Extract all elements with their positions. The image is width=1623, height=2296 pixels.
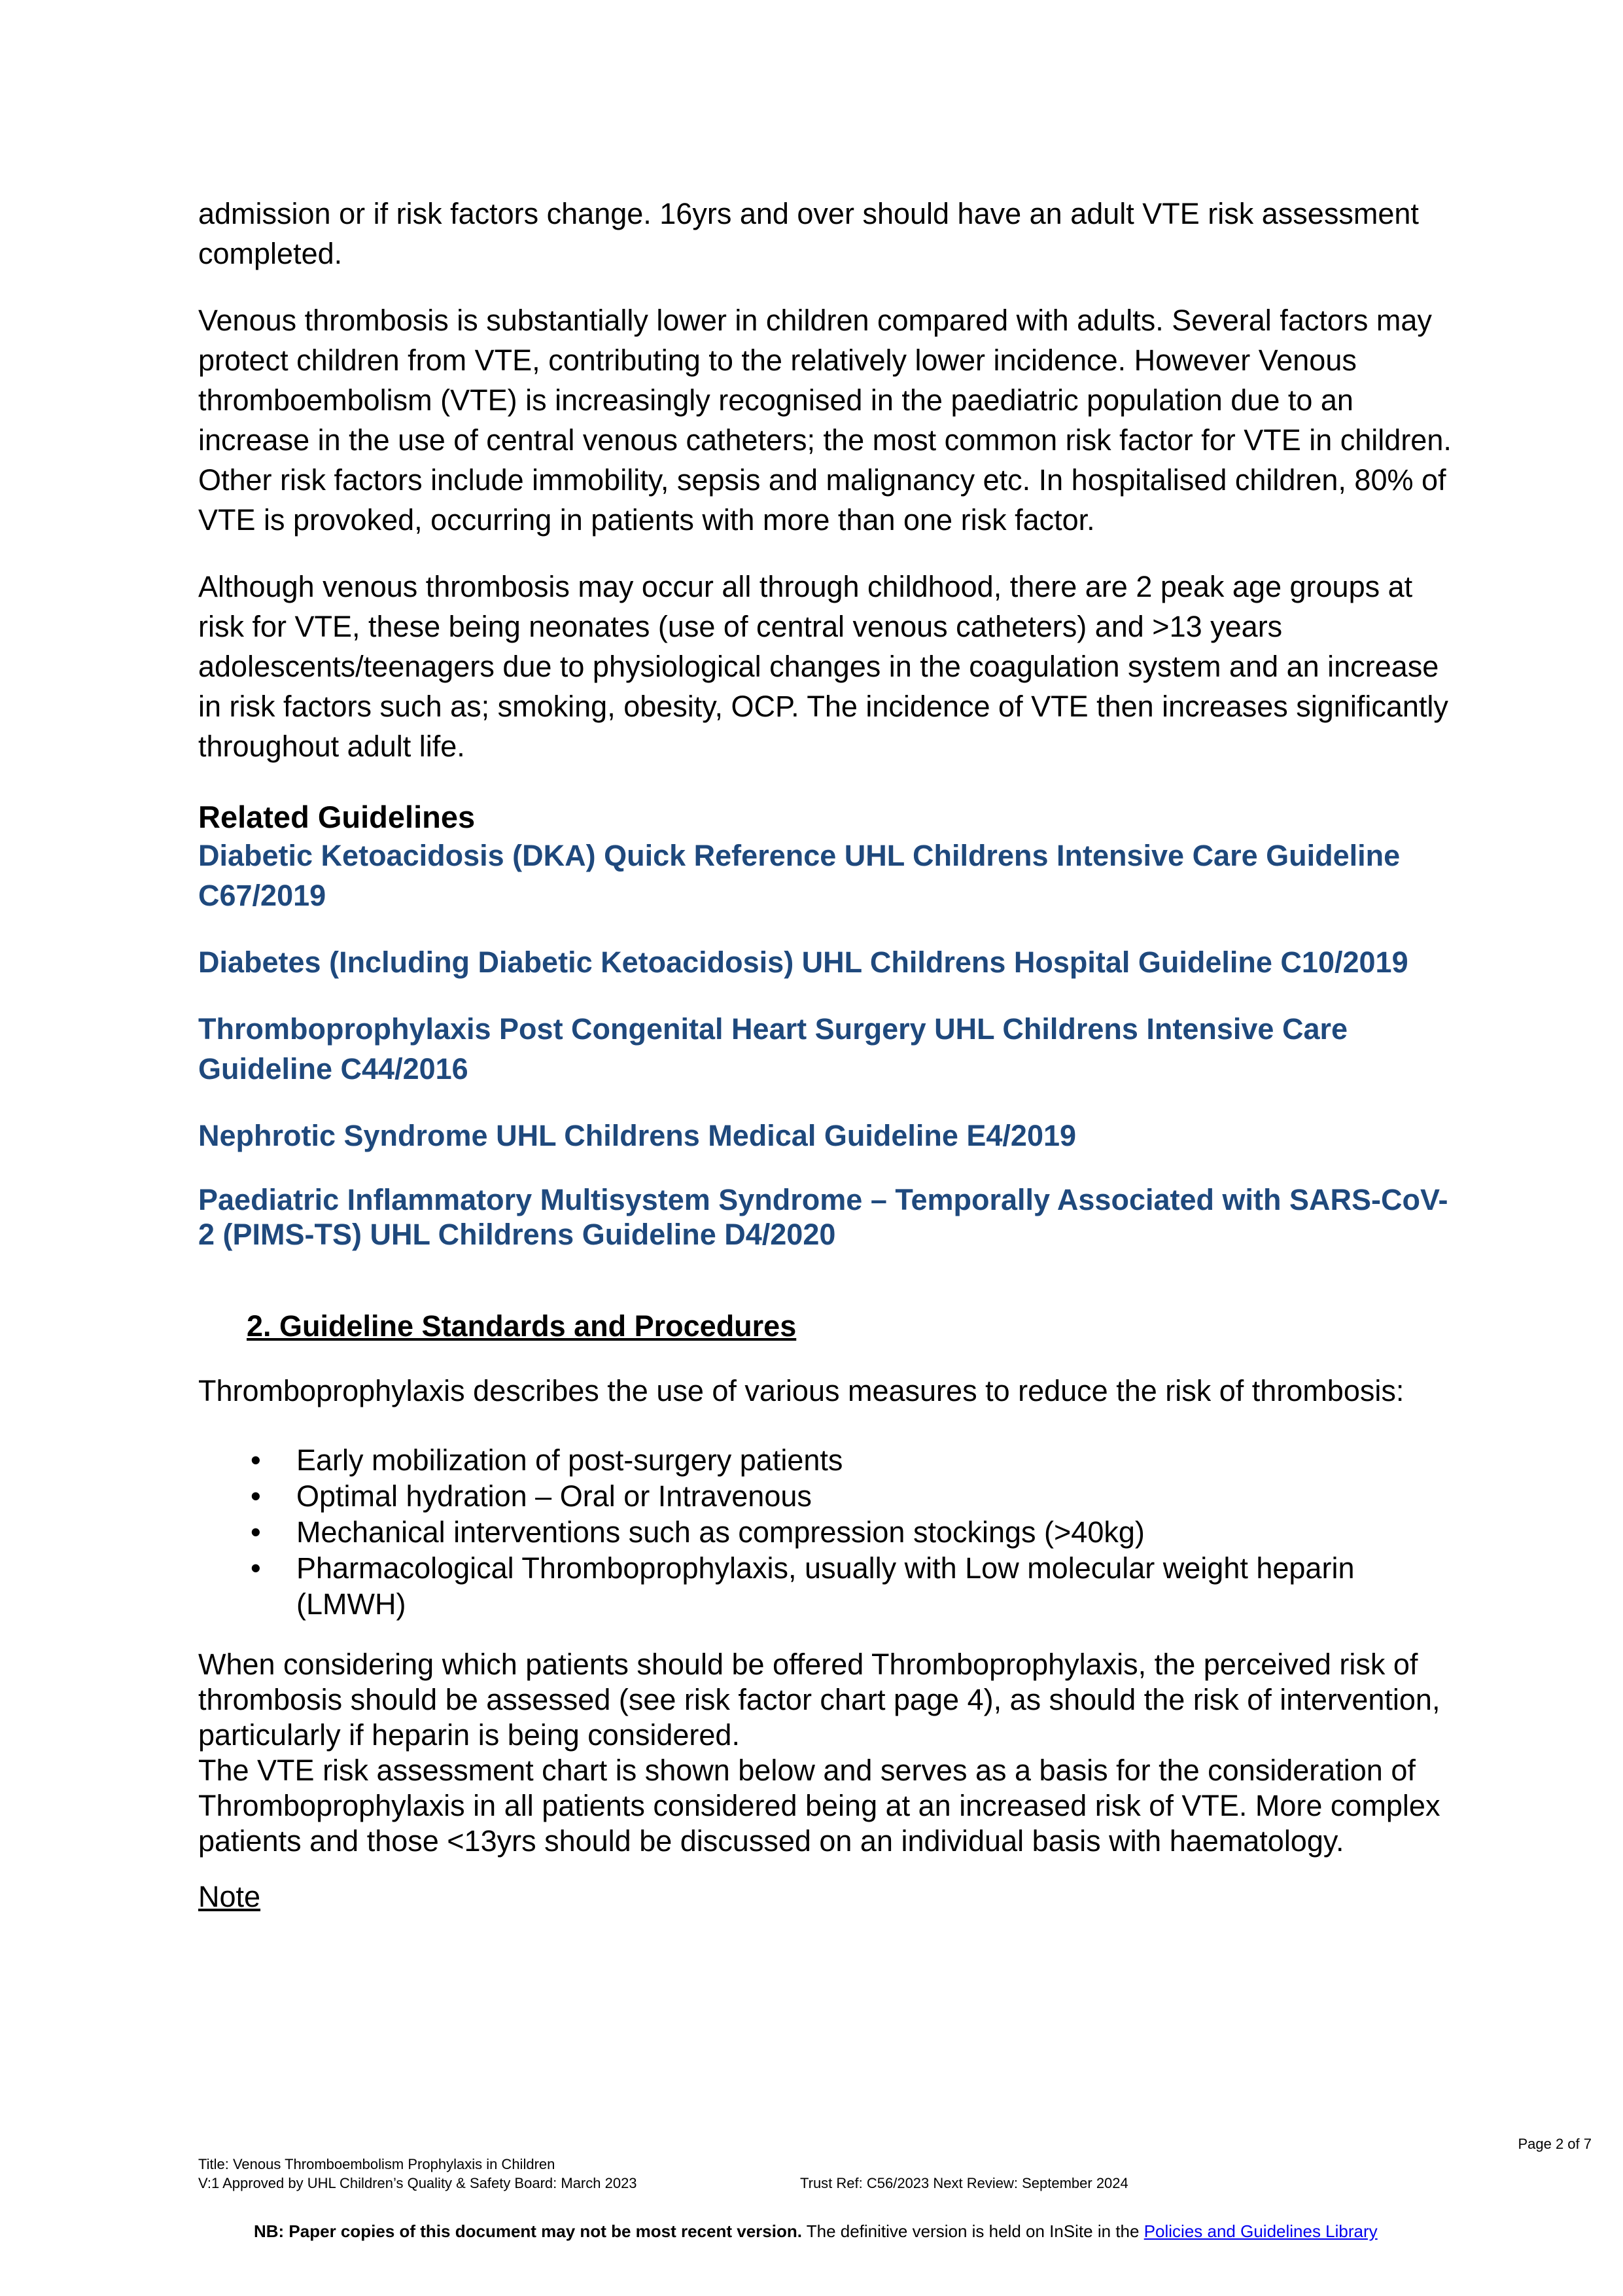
list-item: • Pharmacological Thromboprophylaxis, usually with Low molecular weight heparin (LMWH) xyxy=(251,1551,1355,1621)
footer-trust-ref: Trust Ref: C56/2023 Next Review: September 2024 xyxy=(800,2175,1128,2191)
thromboprophylaxis-intro: Thromboprophylaxis describes the use of various measures to reduce the risk of thrombosis: xyxy=(198,1374,1405,1407)
related-link-dka[interactable]: Diabetic Ketoacidosis (DKA) Quick Reference UHL Childrens Intensive Care Guideline C67/2019 xyxy=(198,839,1401,912)
paper-copy-notice xyxy=(254,2221,1378,2242)
list-item: • Early mobilization of post-surgery patients xyxy=(251,1443,843,1477)
policies-library-link[interactable]: Policies and Guidelines Library xyxy=(1143,2221,1378,2241)
notice-text: The definitive version is held on InSite in the xyxy=(801,2221,1144,2241)
section-2-heading: 2. Guideline Standards and Procedures xyxy=(247,1309,797,1343)
footer-approval: V:1 Approved by UHL Children’s Quality & Safety Board: March 2023 xyxy=(198,2175,637,2191)
paragraph-peak-age-groups: Although venous thrombosis may occur all through childhood, there are 2 peak age groups at risk for VTE, these being neonates (use of central venous catheters) and >13 years adolescents/teenagers due to physiological changes in the coagulation system and an increase in risk factors such as; smoking, obesity, OCP. The incidence of VTE then increases significantly throughout adult life. xyxy=(198,570,1448,763)
related-link-diabetes[interactable]: Diabetes (Including Diabetic Ketoacidosis) UHL Childrens Hospital Guideline C10/2019 xyxy=(198,945,1408,979)
paragraph-venous-thrombosis-children: Venous thrombosis is substantially lower in children compared with adults. Several factors may protect children from VTE, contributing to the relatively lower incidence. However Venous thromboembolism (VTE) is increasingly recognised in the paediatric population due to an increase in the use of central venous catheters; the most common risk factor for VTE in children. Other risk factors include immobility, sepsis and malignancy etc. In hospitalised children, 80% of VTE is provoked, occurring in patients with more than one risk factor. xyxy=(198,304,1452,537)
paragraph-risk-reassessment: admission or if risk factors change. 16yrs and over should have an adult VTE risk assessment completed. xyxy=(198,197,1419,270)
footer-title: Title: Venous Thromboembolism Prophylaxis in Children xyxy=(198,2156,555,2172)
bullet-glyph: • xyxy=(251,1515,261,1549)
list-item: • Mechanical interventions such as compression stockings (>40kg) xyxy=(251,1515,1145,1549)
bullet-glyph: • xyxy=(251,1551,261,1585)
bullet-glyph: • xyxy=(251,1443,261,1477)
related-link-pims-ts[interactable]: Paediatric Inflammatory Multisystem Syndrome – Temporally Associated with SARS-CoV-2 (PIMS-TS) UHL Childrens Guideline D4/2020 xyxy=(198,1183,1448,1251)
paragraph-patient-selection: When considering which patients should be offered Thromboprophylaxis, the perceived risk of thrombosis should be assessed (see risk factor chart page 4), as should the risk of intervention, particularly if heparin is being considered. xyxy=(198,1648,1440,1752)
measures-list xyxy=(198,1442,1454,1622)
related-guidelines-heading: Related Guidelines xyxy=(198,800,476,834)
page-number: Page 2 of 7 xyxy=(1518,2136,1592,2152)
related-link-thromboprophylaxis-heart-surgery[interactable]: Thromboprophylaxis Post Congenital Heart Surgery UHL Childrens Intensive Care Guideline C44/2016 xyxy=(198,1012,1348,1086)
note-label: Note xyxy=(198,1880,261,1913)
paragraph-risk-chart: The VTE risk assessment chart is shown below and serves as a basis for the consideration of Thromboprophylaxis in all patients considered being at an increased risk of VTE. More complex patients and those <13yrs should be discussed on an individual basis with haematology. xyxy=(198,1754,1440,1858)
bullet-glyph: • xyxy=(251,1479,261,1513)
notice-bold: NB: Paper copies of this document may not be most recent version. xyxy=(254,2221,802,2241)
related-link-nephrotic-syndrome[interactable]: Nephrotic Syndrome UHL Childrens Medical Guideline E4/2019 xyxy=(198,1119,1077,1152)
list-item: • Optimal hydration – Oral or Intravenous xyxy=(251,1479,812,1513)
page-content xyxy=(198,194,1454,1915)
